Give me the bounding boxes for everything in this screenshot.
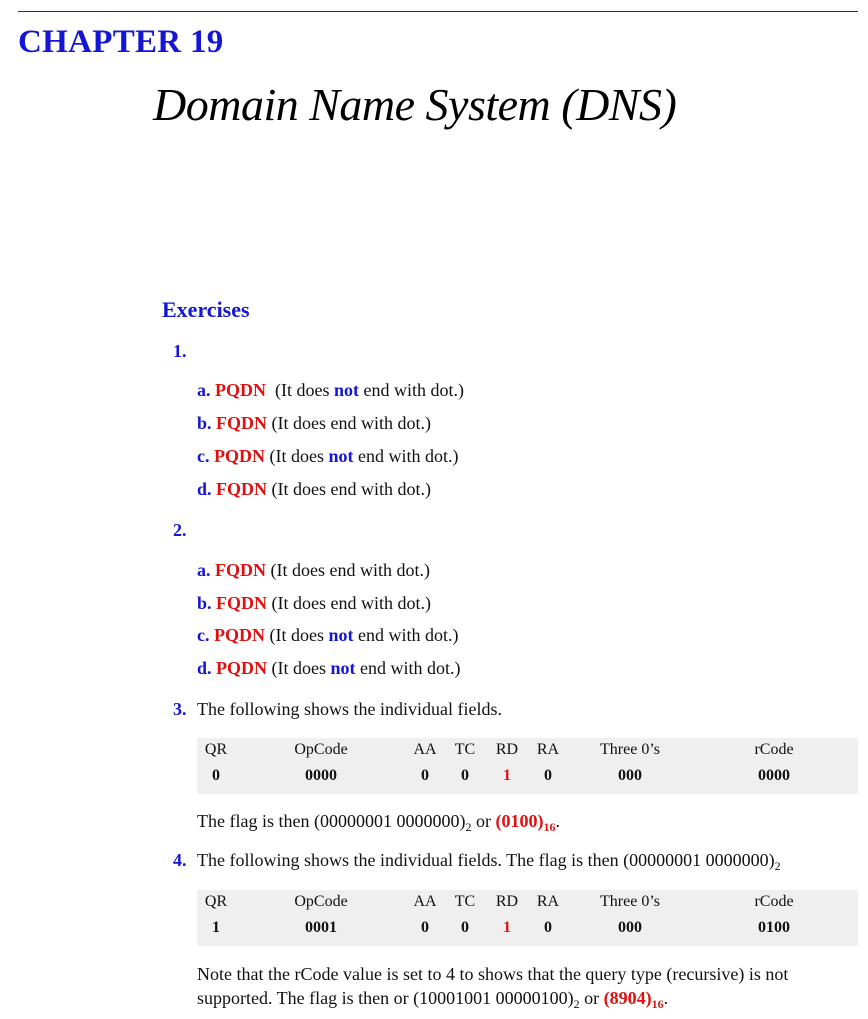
flags-table-3 [197,738,858,794]
field-value-tc: 0 [461,919,469,936]
item-text: (It does end with dot.) [271,593,431,613]
item-letter: b. [197,593,212,613]
flag-hex-base: 16 [543,820,556,834]
item-text-end: end with dot.) [359,380,464,400]
field-header-rcode: rCode [754,893,794,910]
exercise-2-item [197,560,430,581]
field-header-ra: RA [536,741,560,758]
exercise-1-number: 1. [173,341,187,361]
note-hex: (8904) [603,988,652,1008]
field-value-rd: 1 [503,919,511,936]
field-value-ra: 0 [544,919,552,936]
field-value-rcode: 0000 [758,767,790,784]
field-header-tc: TC [454,893,476,910]
exercise-1-item [197,446,459,467]
field-value-qr: 0 [212,767,220,784]
item-type: FQDN [215,560,266,580]
flags-table-4 [197,890,858,946]
item-text: (It does [269,446,329,466]
flag-or: or [471,811,496,831]
item-type: PQDN [214,625,265,645]
field-value-opcode: 0001 [305,919,337,936]
exercise-4-number: 4. [173,850,187,870]
item-text: (It does end with dot.) [270,560,430,580]
field-value-opcode: 0000 [305,767,337,784]
item-type: PQDN [214,446,265,466]
field-value-three-zeros: 000 [618,767,642,784]
item-text-end: end with dot.) [355,658,461,678]
item-type: PQDN [215,380,266,400]
field-value-qr: 1 [212,919,220,936]
exercise-3-flag-line [197,811,560,832]
item-text: (It does [271,658,331,678]
item-letter: a. [197,560,211,580]
field-header-three-zeros: Three 0’s [600,893,660,910]
field-header-qr: QR [204,741,228,758]
field-header-rd: RD [495,741,519,758]
field-header-ra: RA [536,893,560,910]
exercise-2-number: 2. [173,520,187,540]
field-value-ra: 0 [544,767,552,784]
field-header-rcode: rCode [754,741,794,758]
field-value-tc: 0 [461,767,469,784]
field-value-three-zeros: 000 [618,919,642,936]
flag-hex: (0100) [495,811,544,831]
exercise-3-number: 3. [173,699,187,719]
field-value-aa: 0 [421,767,429,784]
item-type: FQDN [216,593,268,613]
item-type: FQDN [216,413,268,433]
field-value-aa: 0 [421,919,429,936]
exercises-heading: Exercises [162,297,250,322]
item-letter: d. [197,479,212,499]
exercise-4-intro [197,850,781,871]
top-rule [18,11,858,12]
note-hex-base: 16 [651,997,664,1011]
exercise-1-item [197,479,431,500]
intro-binary-base: 2 [774,859,781,873]
note-binary: supported. The flag is then or (10001001 00000100) [197,988,574,1008]
item-not: not [333,380,359,400]
note-line-1: Note that the rCode value is set to 4 to shows that the query type (recursive) is not [197,964,789,984]
exercise-2-item [197,658,461,679]
field-header-qr: QR [204,893,228,910]
note-or: or [579,988,604,1008]
item-text: (It does end with dot.) [271,479,431,499]
exercise-3-intro: The following shows the individual fields. [197,699,502,719]
exercise-2-item [197,625,459,646]
item-type: PQDN [216,658,268,678]
exercise-4-intro-text: The following shows the individual fields. The flag is then (00000001 0000000) [197,850,775,870]
chapter-title: Domain Name System (DNS) [153,79,677,130]
flag-binary: The flag is then (00000001 0000000) [197,811,466,831]
exercise-2-item [197,593,431,614]
field-header-aa: AA [413,741,437,758]
field-header-aa: AA [413,893,437,910]
item-not: not [330,658,356,678]
item-letter: c. [197,625,210,645]
note-end: . [663,988,669,1008]
item-text-end: end with dot.) [353,625,459,645]
item-letter: c. [197,446,210,466]
item-text: (It does [275,380,334,400]
chapter-label: CHAPTER 19 [18,24,224,60]
item-not: not [328,446,354,466]
item-text: (It does [269,625,329,645]
field-value-rcode: 0100 [758,919,790,936]
exercise-1-item [197,380,464,401]
exercise-1-item [197,413,431,434]
item-not: not [328,625,354,645]
exercise-4-note [197,962,861,1010]
item-text: (It does end with dot.) [271,413,431,433]
field-header-opcode: OpCode [294,741,348,758]
flag-binary-base: 2 [465,820,472,834]
item-type: FQDN [216,479,268,499]
flag-end: . [555,811,560,831]
field-header-rd: RD [495,893,519,910]
item-letter: a. [197,380,211,400]
field-header-tc: TC [454,741,476,758]
item-letter: b. [197,413,212,433]
item-letter: d. [197,658,212,678]
note-binary-base: 2 [573,997,580,1011]
field-header-opcode: OpCode [294,893,348,910]
item-text-end: end with dot.) [353,446,459,466]
field-value-rd: 1 [503,767,511,784]
field-header-three-zeros: Three 0’s [600,741,660,758]
